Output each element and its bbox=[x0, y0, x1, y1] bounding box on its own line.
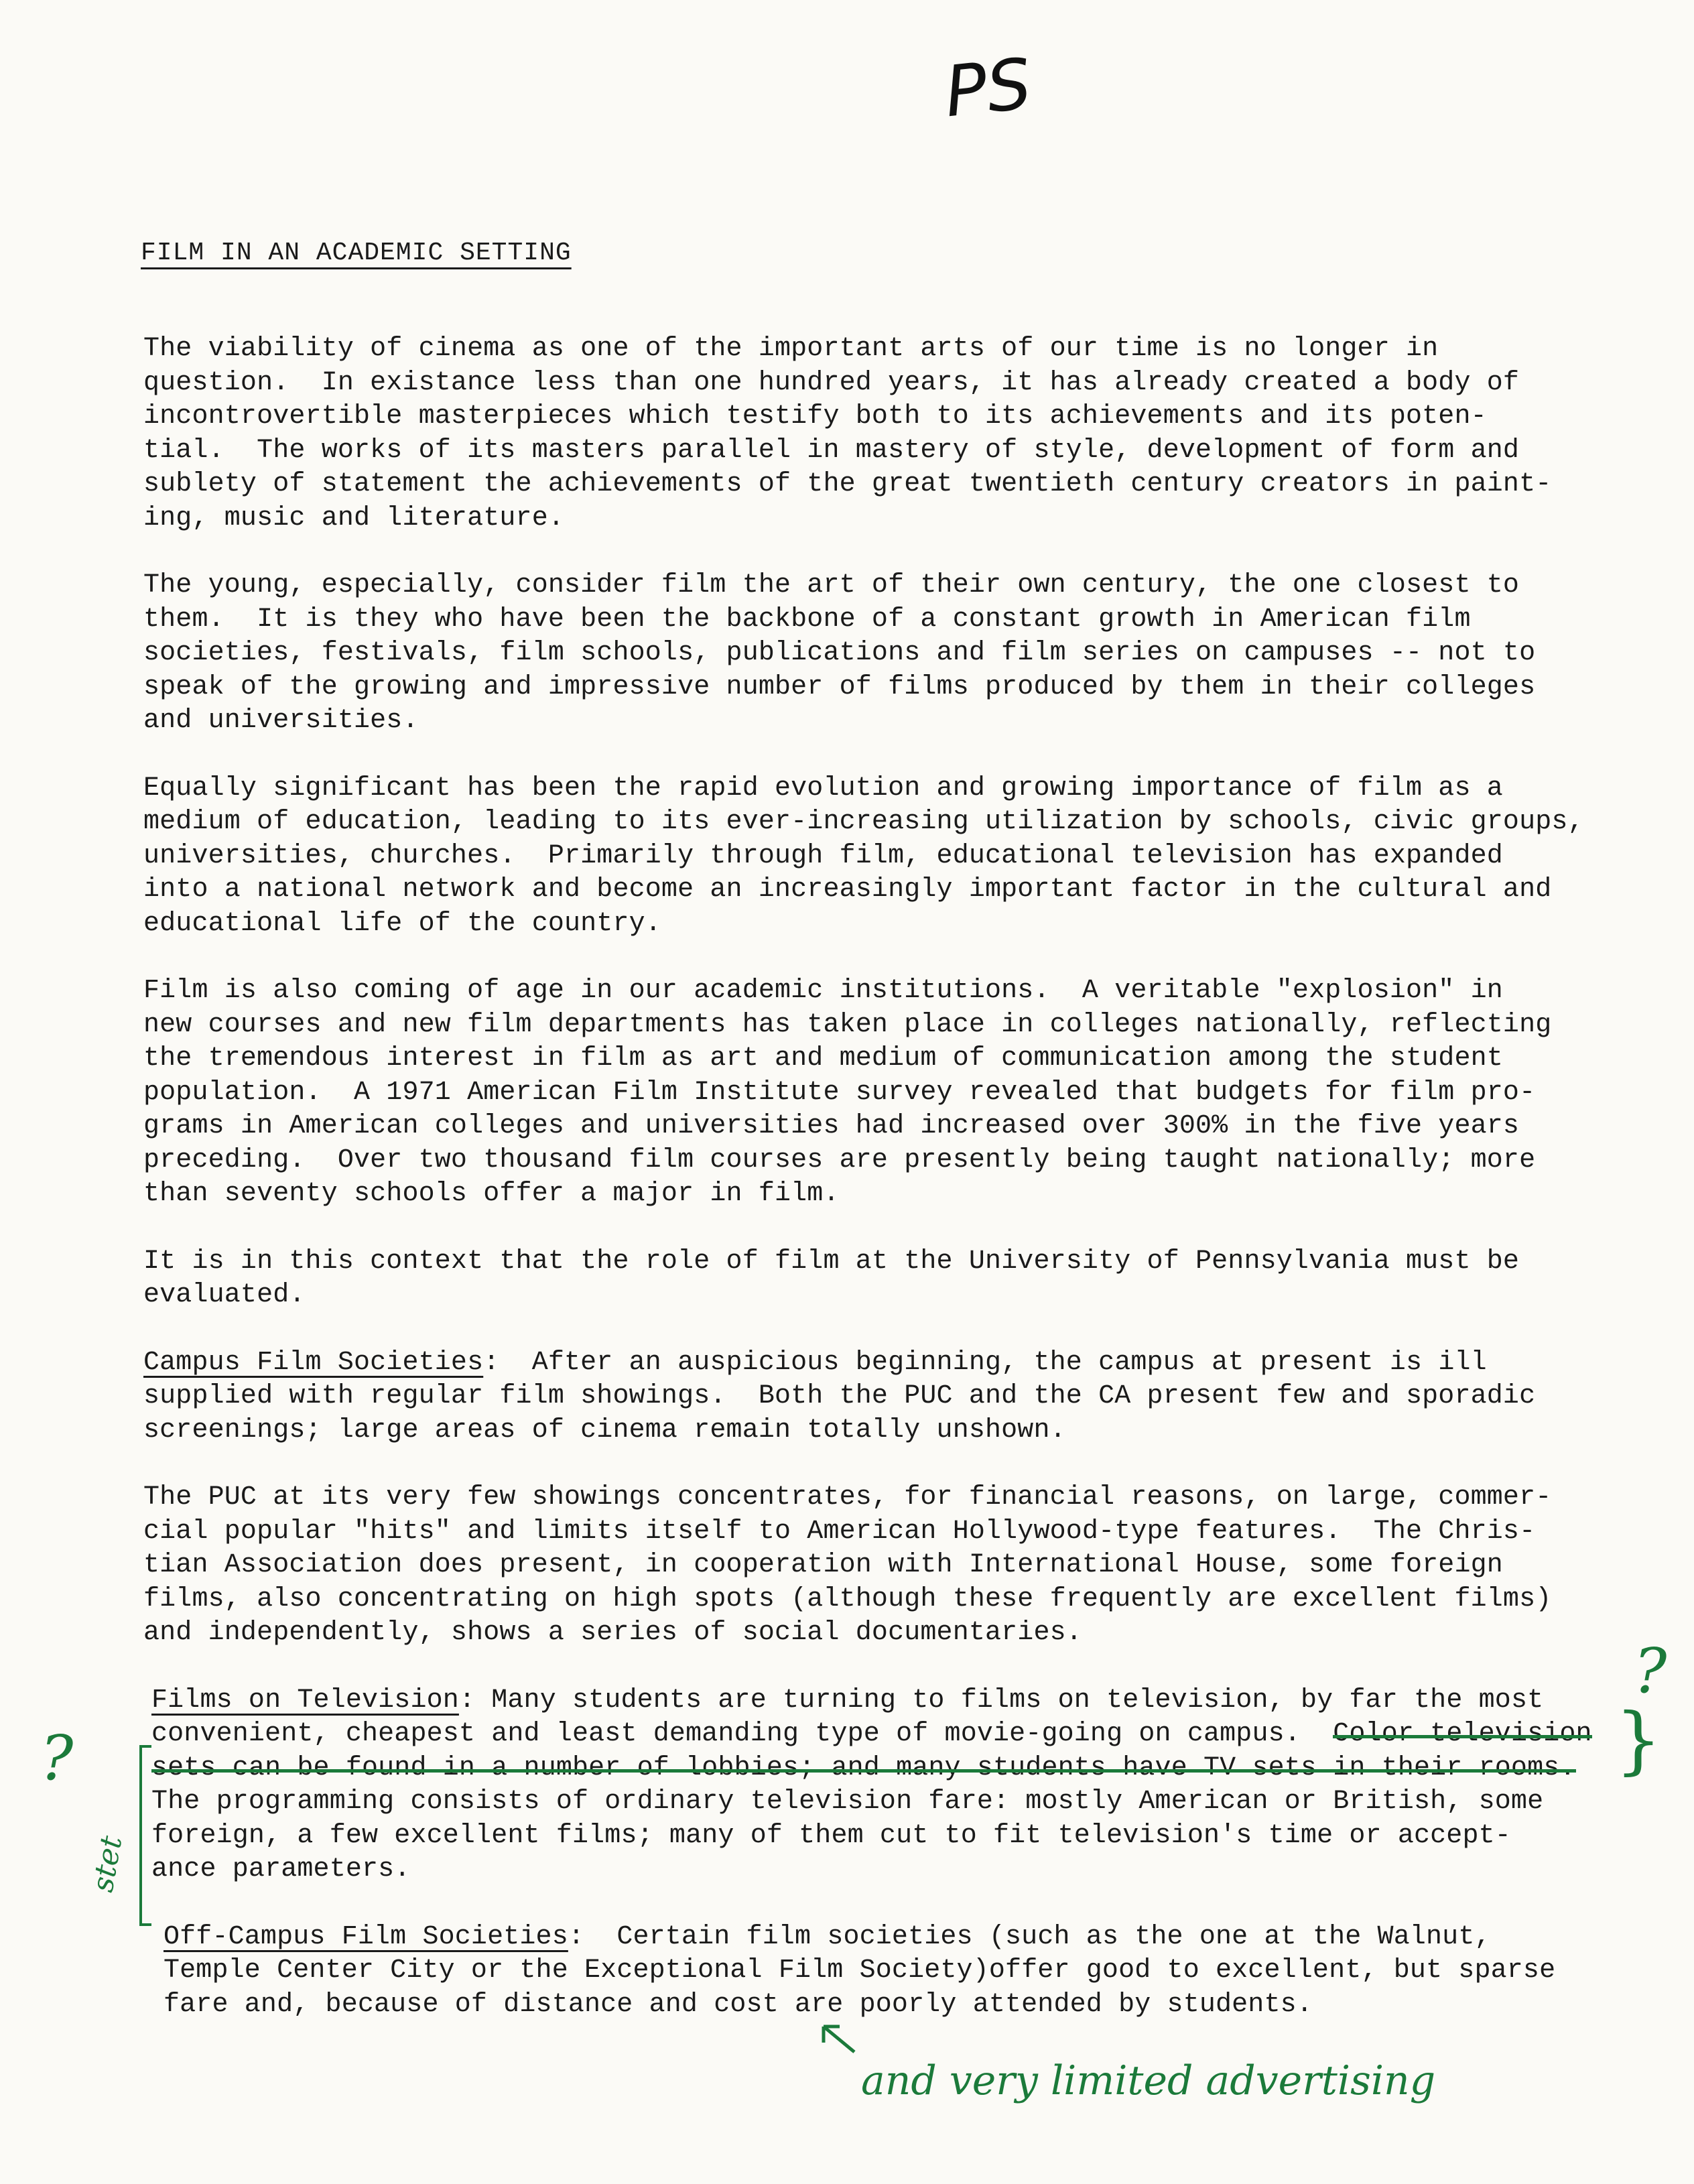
text-line: ance parameters. bbox=[151, 1854, 411, 1884]
text-line: The programming consists of ordinary television fare: mostly American or British, some bbox=[151, 1787, 1544, 1817]
struck-text: sets can be found in a number of lobbies; and many students have TV sets in their rooms. bbox=[151, 1752, 1576, 1783]
paragraph-academic bbox=[143, 974, 1658, 1212]
text-line: films, also concentrating on high spots (although these frequently are excellent films) bbox=[143, 1584, 1552, 1614]
text-line: The viability of cinema as one of the important arts of our time is no longer in bbox=[143, 334, 1439, 364]
text-line: foreign, a few excellent films; many of them cut to fit television's time or accept- bbox=[151, 1820, 1511, 1851]
paragraph-context bbox=[143, 1245, 1658, 1313]
text-line: new courses and new film departments has taken place in colleges nationally, reflecting bbox=[143, 1009, 1552, 1040]
paragraph-off-campus bbox=[143, 1921, 1658, 2022]
text-line: and independently, shows a series of social documentaries. bbox=[143, 1618, 1082, 1648]
text-line: and universities. bbox=[143, 706, 419, 736]
text-line: the tremendous interest in film as art and medium of communication among the student bbox=[143, 1043, 1503, 1074]
handwritten-stet: stet bbox=[85, 1833, 129, 1895]
text-line: question. In existance less than one hundred years, it has already created a body of bbox=[143, 367, 1520, 398]
handwritten-brace: } bbox=[1615, 1697, 1662, 1783]
text-line: tial. The works of its masters parallel in mastery of style, development of form and bbox=[143, 435, 1520, 466]
caret-arrow-icon bbox=[814, 2017, 861, 2057]
text-line: incontrovertible masterpieces which testify both to its achievements and its poten- bbox=[143, 401, 1487, 432]
text-line: It is in this context that the role of film at the University of Pennsylvania must be bbox=[143, 1246, 1520, 1277]
text-line bbox=[164, 1921, 1658, 1955]
text-line: into a national network and become an increasingly important factor in the cultural and bbox=[143, 875, 1552, 905]
text-line bbox=[151, 1684, 1658, 1718]
text-line bbox=[143, 1346, 1658, 1380]
text-line: universities, churches. Primarily through film, educational television has expanded bbox=[143, 840, 1503, 871]
text-line: screenings; large areas of cinema remain totally unshown. bbox=[143, 1415, 1066, 1446]
paragraph-viability bbox=[143, 332, 1658, 535]
text-line: than seventy schools offer a major in film. bbox=[143, 1179, 840, 1209]
handwritten-question-left: ? bbox=[40, 1722, 74, 1794]
text-line: Equally significant has been the rapid evolution and growing importance of film as a bbox=[143, 773, 1503, 804]
text-line: The PUC at its very few showings concentrates, for financial reasons, on large, commer- bbox=[143, 1482, 1552, 1513]
text-fragment: : Many students are turning to films on television, by far the most bbox=[458, 1685, 1544, 1716]
paragraph-campus-societies bbox=[143, 1346, 1658, 1448]
text-line: cial popular "hits" and limits itself to American Hollywood-type features. The Chris- bbox=[143, 1516, 1536, 1547]
text-line: tian Association does present, in cooperation with International House, some foreign bbox=[143, 1550, 1503, 1580]
text-fragment: convenient, cheapest and least demanding type of movie-going on campus. bbox=[151, 1719, 1333, 1749]
text-fragment: : Certain film societies (such as the one at the Walnut, bbox=[568, 1921, 1491, 1952]
text-line: sublety of statement the achievements of the great twentieth century creators in paint- bbox=[143, 469, 1552, 499]
text-line: population. A 1971 American Film Institute survey revealed that budgets for film pro- bbox=[143, 1077, 1536, 1108]
paragraph-television bbox=[143, 1684, 1658, 1887]
paragraph-puc bbox=[143, 1481, 1658, 1651]
text-line: societies, festivals, film schools, publications and film series on campuses -- not to bbox=[143, 638, 1536, 668]
paragraph-young bbox=[143, 569, 1658, 738]
text-line: ing, music and literature. bbox=[143, 503, 565, 533]
text-line bbox=[151, 1718, 1658, 1752]
handwritten-corner-note: PS bbox=[940, 42, 1035, 133]
margin-bracket bbox=[139, 1745, 151, 1926]
text-line bbox=[151, 1752, 1658, 1786]
text-line: Temple Center City or the Exceptional Film Society)offer good to excellent, but sparse bbox=[164, 1955, 1556, 1986]
section-heading: Films on Television bbox=[151, 1685, 459, 1716]
handwritten-insertion: and very limited advertising bbox=[861, 2057, 1436, 2104]
text-fragment: : After an auspicious beginning, the campus at present is ill bbox=[483, 1347, 1487, 1378]
paragraph-education bbox=[143, 772, 1658, 942]
text-line: fare and, because of distance and cost are poorly attended by students. bbox=[164, 1989, 1313, 2020]
text-line: Film is also coming of age in our academic institutions. A veritable "explosion" in bbox=[143, 976, 1503, 1006]
text-line: The young, especially, consider film the art of their own century, the one closest to bbox=[143, 570, 1520, 600]
text-line: preceding. Over two thousand film courses are presently being taught nationally; more bbox=[143, 1145, 1536, 1175]
section-heading: Campus Film Societies bbox=[143, 1347, 484, 1378]
handwritten-question-right: ? bbox=[1634, 1635, 1667, 1707]
text-line: evaluated. bbox=[143, 1280, 306, 1310]
document-title: FILM IN AN ACADEMIC SETTING bbox=[141, 239, 572, 267]
section-heading: Off-Campus Film Societies bbox=[164, 1921, 568, 1952]
struck-text: Color television bbox=[1333, 1719, 1592, 1749]
text-line: supplied with regular film showings. Both the PUC and the CA present few and sporadic bbox=[143, 1381, 1536, 1411]
text-line: medium of education, leading to its ever-increasing utilization by schools, civic groups, bbox=[143, 807, 1584, 837]
text-line: grams in American colleges and universities had increased over 300% in the five years bbox=[143, 1111, 1520, 1141]
text-line: educational life of the country. bbox=[143, 908, 661, 939]
document-body bbox=[143, 332, 1658, 2055]
text-line: speak of the growing and impressive number of films produced by them in their colleges bbox=[143, 671, 1536, 702]
text-line: them. It is they who have been the backbone of a constant growth in American film bbox=[143, 604, 1471, 635]
